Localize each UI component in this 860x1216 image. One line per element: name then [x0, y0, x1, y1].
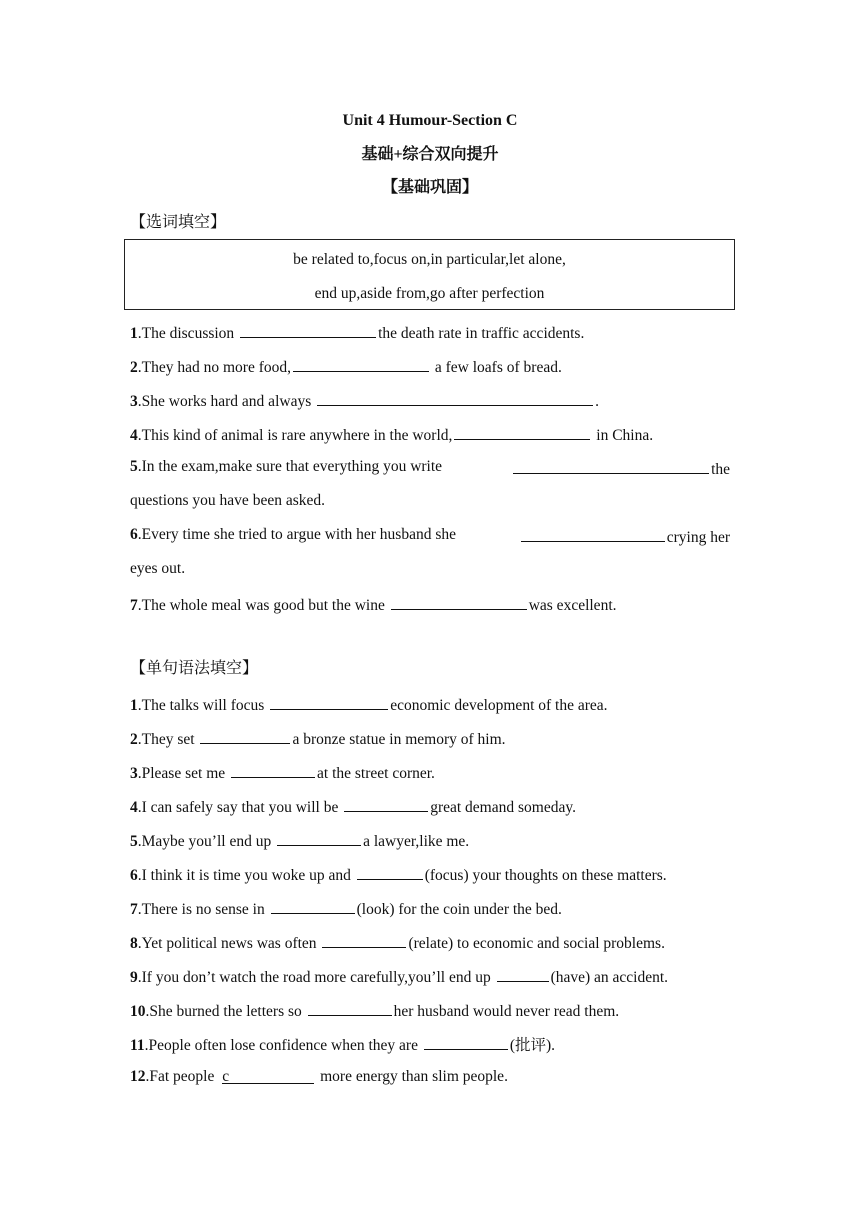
part2-question-6: 6.I think it is time you woke up and (focus) your thoughts on these matters. — [130, 862, 730, 887]
part2-question-4: 4.I can safely say that you will be great demand someday. — [130, 794, 730, 819]
answer-blank[interactable] — [271, 896, 355, 914]
part1-question-5: 5.In the exam,make sure that everything you write the — [130, 458, 730, 478]
section-heading: 【基础巩固】 — [381, 179, 478, 196]
part2-question-8: 8.Yet political news was often (relate) to economic and social problems. — [130, 930, 730, 955]
part2-question-10: 10.She burned the letters so her husband would never read them. — [130, 998, 730, 1023]
answer-blank[interactable] — [317, 388, 593, 406]
part1-question-6-cont: eyes out. — [130, 560, 186, 577]
part2-question-12: 12.Fat people c more energy than slim people. — [130, 1068, 508, 1085]
part1-question-5-cont: questions you have been asked. — [130, 492, 325, 509]
answer-blank[interactable] — [454, 422, 590, 440]
answer-blank[interactable] — [391, 592, 527, 610]
word-bank-box — [124, 239, 735, 310]
answer-blank[interactable] — [240, 320, 376, 338]
part2-question-3: 3.Please set me at the street corner. — [130, 760, 730, 785]
part2-question-11: 11.People often lose confidence when they are (批评). — [130, 1032, 730, 1057]
part1-question-4: 4.This kind of animal is rare anywhere in the world, in China. — [130, 422, 730, 447]
part2-question-9: 9.If you don’t watch the road more carefully,you’ll end up (have) an accident. — [130, 964, 730, 989]
part2-question-5: 5.Maybe you’ll end up a lawyer,like me. — [130, 828, 730, 853]
worksheet-subtitle: 基础+综合双向提升 — [361, 146, 499, 163]
word-bank-line: end up,aside from,go after perfection — [314, 285, 545, 302]
answer-blank[interactable] — [277, 828, 361, 846]
part2-question-2: 2.They set a bronze statue in memory of him. — [130, 726, 730, 751]
answer-blank[interactable] — [344, 794, 428, 812]
first-letter-hint: c — [222, 1068, 230, 1085]
answer-blank[interactable] — [424, 1032, 508, 1050]
part1-question-3: 3.She works hard and always . — [130, 388, 730, 413]
answer-blank[interactable] — [231, 760, 315, 778]
part2-question-1: 1.The talks will focus economic development of the area. — [130, 692, 730, 717]
part1-question-2: 2.They had no more food, a few loafs of bread. — [130, 354, 730, 379]
answer-blank[interactable] — [513, 456, 709, 474]
answer-blank[interactable] — [357, 862, 423, 880]
answer-blank[interactable] — [322, 930, 406, 948]
answer-blank[interactable] — [521, 524, 665, 542]
answer-blank[interactable] — [497, 964, 549, 982]
part1-question-1: 1.The discussion the death rate in traffic accidents. — [130, 320, 730, 345]
part1-question-7: 7.The whole meal was good but the wine was excellent. — [130, 592, 730, 617]
answer-blank[interactable] — [308, 998, 392, 1016]
word-bank-line: be related to,focus on,in particular,let alone, — [293, 251, 566, 268]
part1-question-6: 6.Every time she tried to argue with her husband she crying her — [130, 526, 730, 546]
part2-question-7: 7.There is no sense in (look) for the coin under the bed. — [130, 896, 730, 921]
answer-blank[interactable] — [222, 1066, 314, 1084]
worksheet-title: Unit 4 Humour-Section C — [342, 112, 518, 129]
part2-label: 【单句语法填空】 — [130, 660, 259, 677]
answer-blank[interactable] — [200, 726, 290, 744]
answer-blank[interactable] — [293, 354, 429, 372]
part1-label: 【选词填空】 — [130, 214, 227, 231]
answer-blank[interactable] — [270, 692, 388, 710]
